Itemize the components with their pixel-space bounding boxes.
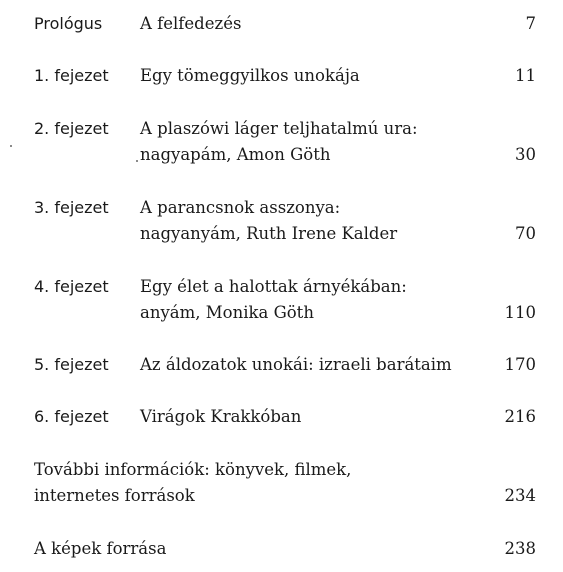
entry-label: 3. fejezet [34,198,109,217]
entry-page-number: 30 [515,145,536,164]
entry-page-number: 7 [525,14,536,33]
scan-speck [10,145,12,147]
entry-page-number: 170 [504,355,536,374]
entry-title-line: Virágok Krakkóban [140,407,302,426]
entry-title [140,274,407,326]
entry-title-line: A parancsnok asszonya: [140,198,341,217]
entry-title-line: További információk: könyvek, filmek, [34,460,352,479]
entry-title-line: A képek forrása [34,539,167,558]
entry-title-line: Egy élet a halottak árnyékában: [140,277,407,296]
entry-title-line: internetes források [34,486,195,505]
entry-title-line: nagyapám, Amon Göth [140,145,331,164]
entry-label: Prológus [34,14,103,33]
entry-title-line: nagyanyám, Ruth Irene Kalder [140,224,398,243]
entry-title [140,116,418,168]
entry-page-number: 216 [504,407,536,426]
entry-label: 6. fejezet [34,407,109,426]
entry-page-number: 11 [515,66,536,85]
entry-label: 2. fejezet [34,119,109,138]
entry-title [140,11,241,37]
entry-label: 4. fejezet [34,277,109,296]
entry-title-line: Egy tömeggyilkos unokája [140,66,360,85]
scan-speck [136,160,138,162]
entry-title [140,404,301,430]
entry-title [34,457,351,509]
entry-page-number: 238 [504,539,536,558]
entry-label: 5. fejezet [34,355,109,374]
entry-page-number: 234 [504,486,536,505]
entry-title-line: Az áldozatok unokái: izraeli barátaim [140,355,452,374]
entry-title [140,195,397,247]
entry-title [34,536,166,562]
entry-page-number: 70 [515,224,536,243]
entry-title-line: A felfedezés [140,14,242,33]
entry-title [140,352,452,378]
entry-page-number: 110 [504,303,536,322]
entry-title [140,63,360,89]
entry-label: 1. fejezet [34,66,109,85]
entry-title-line: A plaszówi láger teljhatalmú ura: [140,119,418,138]
entry-title-line: anyám, Monika Göth [140,303,314,322]
